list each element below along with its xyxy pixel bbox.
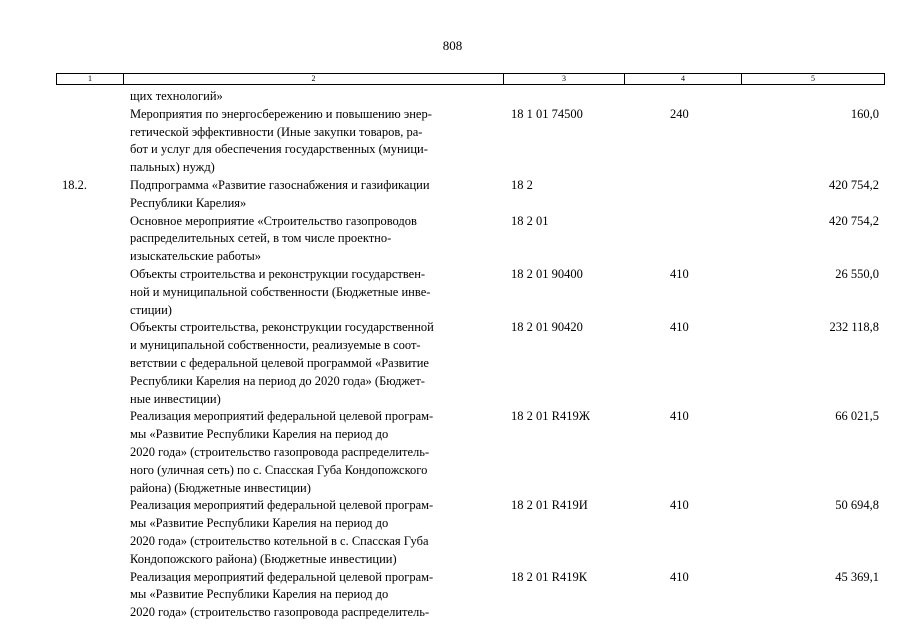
row-amount: 26 550,0 (835, 266, 879, 281)
description-line: мы «Развитие Республики Карелия на период до (130, 587, 389, 602)
description-line: гетической эффективности (Иные закупки товаров, ра- (130, 124, 423, 139)
column-number-1: 1 (57, 74, 124, 84)
row-amount: 420 754,2 (829, 177, 879, 192)
description-line: Республики Карелия» (130, 195, 247, 210)
row-description (130, 266, 502, 319)
description-line: бот и услуг для обеспечения государственных (муници- (130, 142, 428, 157)
row-description (130, 319, 502, 408)
row-target-code: 18 2 01 (511, 213, 549, 228)
row-target-code: 18 2 01 R419И (511, 498, 588, 513)
description-line: ной и муниципальной собственности (Бюджетные инве- (130, 284, 431, 299)
description-line: щих технологий» (130, 89, 223, 103)
table-row (0, 106, 905, 177)
budget-table-body (0, 88, 905, 622)
description-line: ного (уличная сеть) по с. Спасская Губа Кондопожского (130, 462, 428, 477)
table-column-header (56, 73, 885, 85)
description-line: Подпрограмма «Развитие газоснабжения и газификации (130, 177, 430, 192)
description-line: изыскательские работы» (130, 249, 261, 264)
description-line: Объекты строительства, реконструкции государственной (130, 320, 434, 335)
description-line: Кондопожского района) (Бюджетные инвестиции) (130, 551, 397, 566)
description-line: пальных) нужд) (130, 160, 215, 175)
row-amount: 45 369,1 (835, 569, 879, 584)
description-line: 2020 года» (строительство газопровода распределитель- (130, 444, 430, 459)
row-description (130, 497, 502, 568)
description-line: Основное мероприятие «Строительство газопроводов (130, 213, 417, 228)
row-description (130, 408, 502, 497)
description-line: и муниципальной собственности, реализуемые в соот- (130, 338, 421, 353)
row-amount: 66 021,5 (835, 409, 879, 424)
description-line: 2020 года» (строительство котельной в с. Спасская Губа (130, 533, 429, 548)
row-expense-type: 410 (670, 498, 689, 513)
row-description (130, 88, 502, 106)
description-line: ные инвестиции) (130, 391, 221, 406)
row-target-code: 18 2 01 90400 (511, 266, 583, 281)
description-line: района) (Бюджетные инвестиции) (130, 480, 311, 495)
description-line: Республики Карелия на период до 2020 года» (Бюджет- (130, 373, 425, 388)
row-expense-type: 240 (670, 106, 689, 121)
column-number-5: 5 (811, 74, 815, 83)
table-row (0, 569, 905, 622)
description-line: Объекты строительства и реконструкции государствен- (130, 266, 426, 281)
row-amount: 160,0 (850, 106, 879, 121)
row-target-code: 18 2 01 R419Ж (511, 409, 590, 424)
description-line: Мероприятия по энергосбережению и повышению энер- (130, 106, 432, 121)
description-line: Реализация мероприятий федеральной целевой програм- (130, 498, 434, 513)
table-row (0, 497, 905, 568)
column-number-3: 3 (504, 74, 625, 84)
row-expense-type: 410 (670, 409, 689, 424)
description-line: мы «Развитие Республики Карелия на период до (130, 516, 389, 531)
table-row (0, 266, 905, 319)
row-number: 18.2. (62, 177, 87, 192)
table-row (0, 213, 905, 266)
description-line: стиции) (130, 302, 172, 317)
description-line: распределительных сетей, в том числе проектно- (130, 231, 392, 246)
row-target-code: 18 2 (511, 177, 533, 192)
row-amount: 50 694,8 (835, 498, 879, 513)
table-row (0, 408, 905, 497)
description-line: ветствии с федеральной целевой программой «Развитие (130, 355, 429, 370)
row-description (130, 106, 502, 177)
description-line: Реализация мероприятий федеральной целевой програм- (130, 569, 434, 584)
row-target-code: 18 1 01 74500 (511, 106, 583, 121)
row-expense-type: 410 (670, 320, 689, 335)
column-number-4: 4 (625, 74, 742, 84)
table-row (0, 88, 905, 106)
description-line: мы «Развитие Республики Карелия на период до (130, 427, 389, 442)
row-description (130, 569, 502, 622)
row-target-code: 18 2 01 R419К (511, 569, 588, 584)
table-row (0, 177, 905, 213)
row-description (130, 177, 502, 213)
description-line: 2020 года» (строительство газопровода распределитель- (130, 605, 430, 620)
row-target-code: 18 2 01 90420 (511, 320, 583, 335)
row-amount: 232 118,8 (829, 320, 879, 335)
page-number: 808 (442, 38, 463, 53)
row-description (130, 213, 502, 266)
row-amount: 420 754,2 (829, 213, 879, 228)
table-row (0, 319, 905, 408)
column-number-2: 2 (124, 74, 504, 84)
row-expense-type: 410 (670, 569, 689, 584)
row-expense-type: 410 (670, 266, 689, 281)
description-line: Реализация мероприятий федеральной целевой програм- (130, 409, 434, 424)
